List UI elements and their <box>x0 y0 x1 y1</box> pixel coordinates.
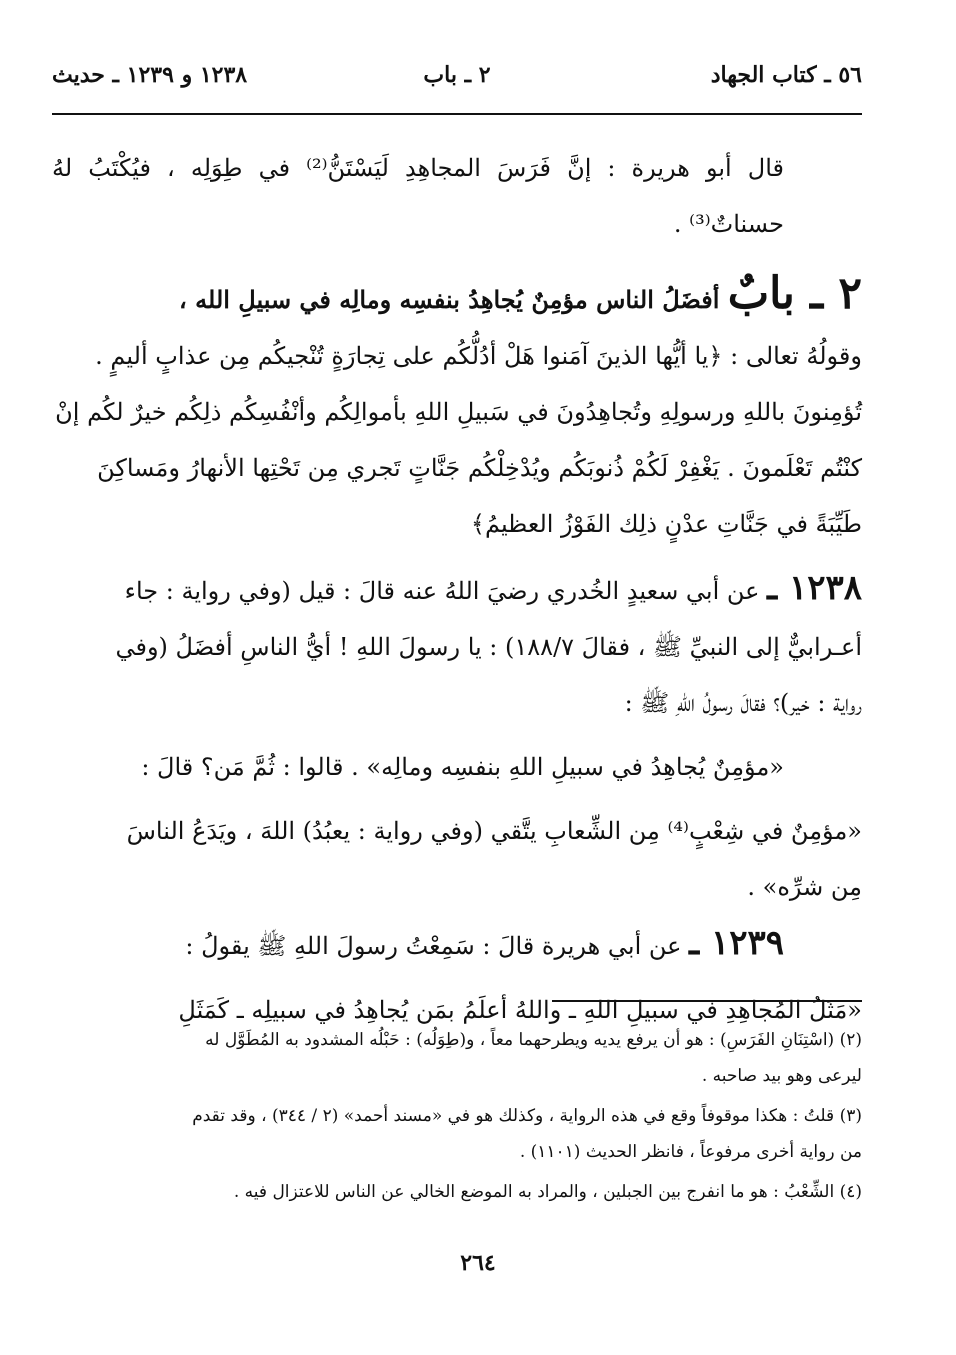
hadith-1239-text-1: عن أبي هريرة قالَ : سَمِعْتُ رسولَ اللهِ ﷺ يقولُ : <box>185 932 690 960</box>
header-book-title: ٥٦ ـ كتاب الجهاد <box>710 62 862 88</box>
hadith-1239-number: ١٢٣٩ ـ <box>689 923 784 963</box>
hadith-1239-line-2: «مَثَلُ المُجاهِدِ في سبيلِ اللهِ ـ واللهُ أعلَمُ بمَن يُجاهِدُ في سبيلِه ـ كَمَثَلِ <box>178 996 862 1024</box>
hadith-1238-text-1: عن أبي سعيدٍ الخُدري رضيَ اللهُ عنه قالَ : قيل (وفي رواية : جاء <box>124 577 768 605</box>
footnotes <box>52 1022 862 1214</box>
running-header <box>52 62 862 98</box>
main-text <box>52 140 862 1038</box>
hadith-1238-line-4: «مؤمِنٌ يُجاهِدُ في سبيلِ اللهِ بنفسِه ومالِه» . قالوا : ثُمَّ مَن؟ قالَ : <box>141 753 784 781</box>
footnote-2-line-2: ليرعى وهو بيد صاحبه . <box>701 1066 862 1086</box>
hadith-1238-line-3: رواية : خير)؟ فقالَ رسولُ اللهِ ﷺ : <box>624 689 862 717</box>
hadith-1239-line-1 <box>52 915 862 974</box>
footnote-3-line-2: من رواية أخرى مرفوعاً ، فانظر الحديث (١١٠١) . <box>519 1142 862 1162</box>
header-hadith-range: ١٢٣٨ و ١٢٣٩ ـ حديث <box>52 62 248 88</box>
intro-paragraph: قال أبو هريرة : إنَّ فَرَسَ المجاهِدِ لَيَسْتَنُّ⁽²⁾ في طِوَلِه ، فيُكْتَبُ لهُ حسناتٌ⁽³⁾ . <box>52 154 784 238</box>
hadith-1238-line-6: مِن شرِّه» . <box>747 873 862 901</box>
chapter-heading <box>52 266 862 328</box>
header-chapter: ٢ ـ باب <box>423 62 491 88</box>
hadith-1238-line-2: أعـرابيٌّ إلى النبيِّ ﷺ ، فقالَ ١٨٨/٧) : يا رسولَ اللهِ ! أيُّ الناسِ أفضَلُ (وفي <box>115 633 862 661</box>
verse-line-1: وقولُهُ تعالى : ﴿يا أيُّها الذينَ آمَنوا هَلْ أدُلُّكُم على تِجارَةٍ تُنْجيكُم مِن عذابٍ أليمٍ . <box>95 342 862 370</box>
hadith-1238-line-1 <box>52 560 862 619</box>
footnote-divider <box>552 1000 862 1002</box>
page-number: ٢٦٤ <box>460 1250 496 1276</box>
footnote-3 <box>52 1098 862 1170</box>
footnote-2-line-1: (٢) (اسْتِنَانِ الفَرَسِ) : هو أن يرفع يديه ويطرحهما معاً ، و(طِوَلُه) : حَبْلُه المشدود به المُطَوَّل له <box>205 1030 862 1050</box>
verse-line-2: تُؤمِنونَ باللهِ ورسولِهِ وتُجاهِدُونَ في سَبيلِ اللهِ بأموالِكُم وأنْفُسِكُم ذلِكُم خيرٌ لكُم إنْ <box>55 398 862 426</box>
verse-line-4: طَيِّبَةً في جَنَّاتِ عدْنٍ ذلِك الفَوْزُ العظيمُ﴾ <box>470 510 862 538</box>
footnote-2 <box>52 1022 862 1094</box>
chapter-title: أفضَلُ الناس مؤمِنٌ يُجاهِدُ بنفسِه ومالِه في سبيلِ الله ، <box>179 285 728 314</box>
footnote-3-line-1: (٣) قلتُ : هكذا موقوفاً وقع في هذه الرواية ، وكذلك هو في «مسند أحمد» (٢ / ٣٤٤) ، وقد تقدم <box>192 1106 862 1126</box>
header-divider <box>52 113 862 115</box>
verse-line-3: كنْتُم تَعْلَمونَ . يَغْفِرْ لَكُمْ ذُنوبَكُم ويُدْخِلْكُم جَنَّاتٍ تَجري مِن تَحْتِها الأنهارُ ومَساكِنَ <box>97 454 862 482</box>
hadith-1238-number: ١٢٣٨ ـ <box>767 568 862 608</box>
chapter-number: ٢ ـ بابٌ <box>727 268 862 319</box>
hadith-1238-line-5: «مؤمِنٌ في شِعْبٍ⁽⁴⁾ مِن الشِّعابِ يتَّقي (وفي رواية : يعبُدُ) اللهَ ، ويَدَعُ الناسَ <box>126 817 862 845</box>
footnote-4: (٤) الشِّعْبُ : هو ما انفرج بين الجبلين ، والمراد به الموضع الخالي عن الناس للاعتزال فيه . <box>233 1182 862 1202</box>
